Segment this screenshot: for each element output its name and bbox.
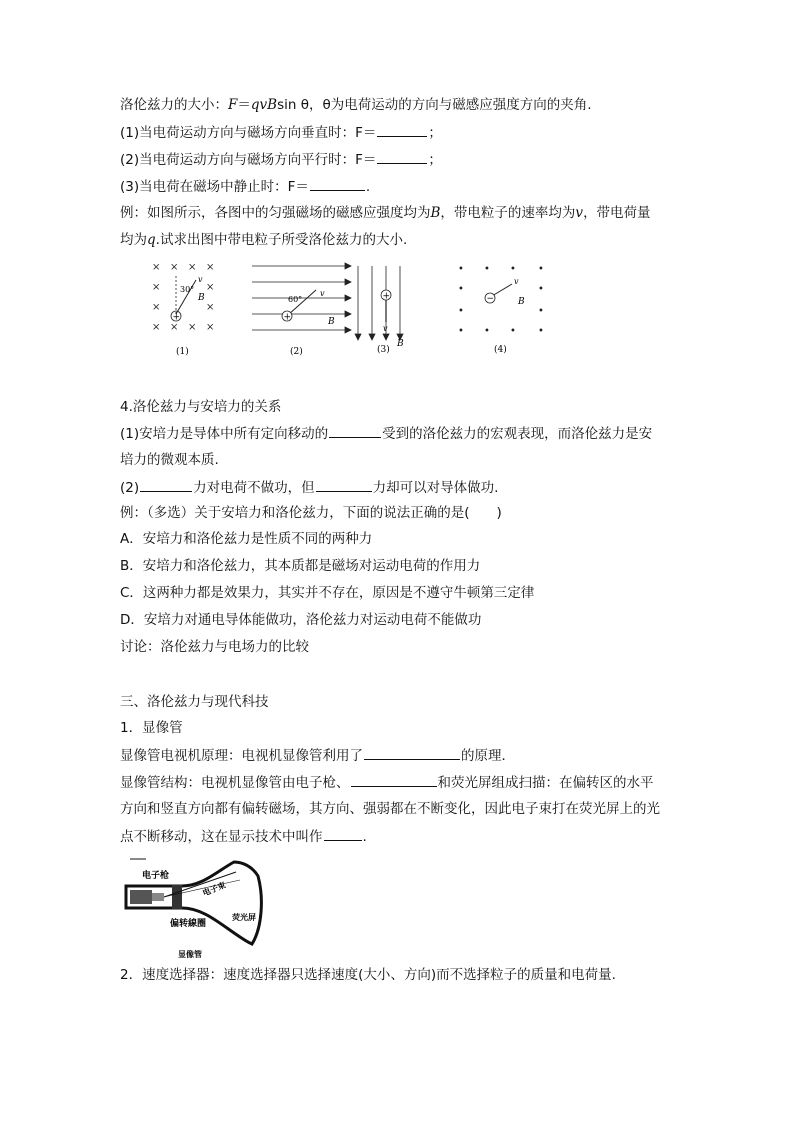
magnetic-field-figures xyxy=(140,258,580,358)
figure-4 xyxy=(458,264,544,337)
crt-diagram xyxy=(124,856,274,962)
example-text-c: ，带电荷量 xyxy=(583,205,651,221)
cross-mark: × xyxy=(206,302,215,313)
figure-label: (4) xyxy=(494,345,507,355)
plus-sign: + xyxy=(172,312,181,323)
crt-principle-a: 显像管电视机原理：电视机显像管利用了 xyxy=(120,748,363,764)
B-label: B xyxy=(328,317,335,327)
dot-mark: • xyxy=(458,284,464,295)
B-label: B xyxy=(518,297,525,307)
crt-structure-1 xyxy=(120,772,654,793)
cross-mark: × xyxy=(170,262,179,273)
crt-structure-b: 和荧光屏组成扫描：在偏转区的水平 xyxy=(437,775,654,791)
dot-mark: • xyxy=(510,326,516,337)
sec4-p2-line xyxy=(120,477,498,498)
angle-label: 30° xyxy=(180,285,195,294)
item-1 xyxy=(120,122,442,143)
crt-structure-3 xyxy=(120,826,367,847)
formula-sin: sin θ，θ xyxy=(277,97,331,113)
crt-caption: 显像管 xyxy=(178,949,202,959)
item-3-period: . xyxy=(365,179,371,195)
angle-label: 60° xyxy=(288,295,303,304)
blank-4[interactable] xyxy=(329,423,381,438)
dot-mark: • xyxy=(458,306,464,317)
v-label: v xyxy=(198,275,203,284)
dot-mark: • xyxy=(510,264,516,275)
dot-mark: • xyxy=(538,264,544,275)
figure-label: (2) xyxy=(290,347,303,357)
v-label: v xyxy=(320,289,325,298)
plus-sign: + xyxy=(283,312,292,323)
option-b[interactable]: B．安培力和洛伦兹力，其本质都是磁场对运动电荷的作用力 xyxy=(120,558,481,574)
example-q: q xyxy=(147,232,156,248)
cross-mark: × xyxy=(152,262,161,273)
v-label: v xyxy=(383,324,388,333)
velocity-arrow xyxy=(492,284,512,296)
example-text-e: .试求出图中带电粒子所受洛伦兹力的大小. xyxy=(155,232,408,248)
formula-qvB: qvB xyxy=(250,97,278,113)
cross-mark: × xyxy=(152,282,161,293)
label-gun: 电子枪 xyxy=(142,871,170,881)
electron-gun xyxy=(130,890,152,904)
cross-mark: × xyxy=(188,262,197,273)
item-2-semicolon: ； xyxy=(428,152,442,168)
figure-label: (1) xyxy=(176,347,189,357)
item-3 xyxy=(120,176,370,197)
cross-mark: × xyxy=(206,262,215,273)
figure-1 xyxy=(152,262,214,357)
sec4-p1-line xyxy=(120,423,652,444)
item-1-text: (1)当电荷运动方向与磁场方向垂直时： xyxy=(120,125,356,141)
sec4-p2-c: 力却可以对导体做功. xyxy=(372,480,499,496)
item-1-semicolon: ； xyxy=(428,125,442,141)
item-3-text: (3)当电荷在磁场中静止时： xyxy=(120,179,288,195)
formula-desc: 为电荷运动的方向与磁感应强度方向的夹角. xyxy=(330,97,592,113)
dot-mark: • xyxy=(458,264,464,275)
item-3-F: F＝ xyxy=(287,179,309,195)
dot-mark: • xyxy=(484,264,490,275)
discussion: 讨论：洛伦兹力与电场力的比较 xyxy=(120,639,309,655)
B-label: B xyxy=(397,339,404,349)
figure-3 xyxy=(355,266,403,340)
crt-structure-e: . xyxy=(362,829,367,845)
option-c[interactable]: C．这两种力都是效果力，其实并不存在，原因是不遵守牛顿第三定律 xyxy=(120,585,535,601)
crt-principle xyxy=(120,745,515,766)
cross-mark: × xyxy=(206,282,215,293)
dot-mark: • xyxy=(538,306,544,317)
sec4-p1-a: (1)安培力是导体中所有定向移动的 xyxy=(120,426,329,442)
option-a[interactable]: A．安培力和洛伦兹力是性质不同的两种力 xyxy=(120,531,373,547)
formula-F: F xyxy=(228,97,238,113)
blank-2[interactable] xyxy=(377,149,427,164)
v-label: v xyxy=(514,277,519,286)
subsection-crt: 1．显像管 xyxy=(120,720,183,736)
question: 例：（多选）关于安培力和洛伦兹力，下面的说法正确的是( ) xyxy=(120,505,502,521)
dot-mark: • xyxy=(484,326,490,337)
example-line-1 xyxy=(120,203,651,223)
example-line-2 xyxy=(120,230,407,250)
label-beam: 电子束 xyxy=(201,879,228,898)
minus-sign: − xyxy=(486,294,495,304)
blank-8[interactable] xyxy=(351,772,437,787)
velocity-selector: 2．速度选择器：速度选择器只选择速度(大小、方向)而不选择粒子的质量和电荷量. xyxy=(120,967,616,983)
formula-intro: 洛伦兹力的大小： xyxy=(120,97,228,113)
section-4-title: 4.洛伦兹力与安培力的关系 xyxy=(120,399,282,415)
plus-sign: + xyxy=(382,291,391,302)
crt-structure-d: 点不断移动，这在显示技术中叫作 xyxy=(120,829,323,845)
item-2-F: F＝ xyxy=(355,152,377,168)
cross-mark: × xyxy=(188,322,197,333)
cross-mark: × xyxy=(152,322,161,333)
cross-mark: × xyxy=(206,322,215,333)
example-text-b: ，带电粒子的速率均为 xyxy=(440,205,576,221)
example-text-d: 均为 xyxy=(120,232,147,248)
item-1-F: F＝ xyxy=(355,125,377,141)
formula-eq: ＝ xyxy=(237,97,251,113)
dot-mark: • xyxy=(538,326,544,337)
cross-mark: × xyxy=(170,322,179,333)
cross-grid xyxy=(152,262,214,333)
section-title-tech: 三、洛伦兹力与现代科技 xyxy=(120,694,269,710)
dot-mark: • xyxy=(538,284,544,295)
deflection-coil xyxy=(172,885,182,909)
item-2-text: (2)当电荷运动方向与磁场方向平行时： xyxy=(120,152,356,168)
option-d[interactable]: D．安培力对通电导体能做功，洛伦兹力对运动电荷不能做功 xyxy=(120,612,482,628)
sec4-p1-b: 受到的洛伦兹力的宏观表现，而洛伦兹力是安 xyxy=(382,426,653,442)
label-coil: 偏转線圈 xyxy=(170,919,207,929)
crt-structure-2: 方向和竖直方向都有偏转磁场，其方向、强弱都在不断变化，因此电子束打在荧光屏上的光 xyxy=(120,801,660,817)
blank-3[interactable] xyxy=(310,176,365,191)
B-label: B xyxy=(198,293,205,303)
blank-1[interactable] xyxy=(377,122,427,137)
figure-label: (3) xyxy=(377,345,390,355)
dot-mark: • xyxy=(458,326,464,337)
sec4-p1-c: 培力的微观本质. xyxy=(120,452,219,468)
blank-9[interactable] xyxy=(324,826,362,841)
label-screen: 荧光屏 xyxy=(232,912,256,922)
example-B: B xyxy=(430,205,441,221)
item-2 xyxy=(120,149,442,170)
crt-structure-a: 显像管结构：电视机显像管由电子枪、 xyxy=(120,775,350,791)
blank-5[interactable] xyxy=(140,477,192,492)
example-v: v xyxy=(575,205,584,221)
formula-line xyxy=(120,95,592,115)
blank-6[interactable] xyxy=(316,477,372,492)
electron-gun-tip xyxy=(152,893,164,901)
example-text-a: 例：如图所示，各图中的匀强磁场的磁感应强度均为 xyxy=(120,205,431,221)
blank-7[interactable] xyxy=(364,745,460,760)
sec4-p2-b: 力对电荷不做功，但 xyxy=(193,480,315,496)
crt-principle-b: 的原理． xyxy=(461,748,515,764)
cross-mark: × xyxy=(152,302,161,313)
sec4-p2-a: (2) xyxy=(120,480,140,496)
